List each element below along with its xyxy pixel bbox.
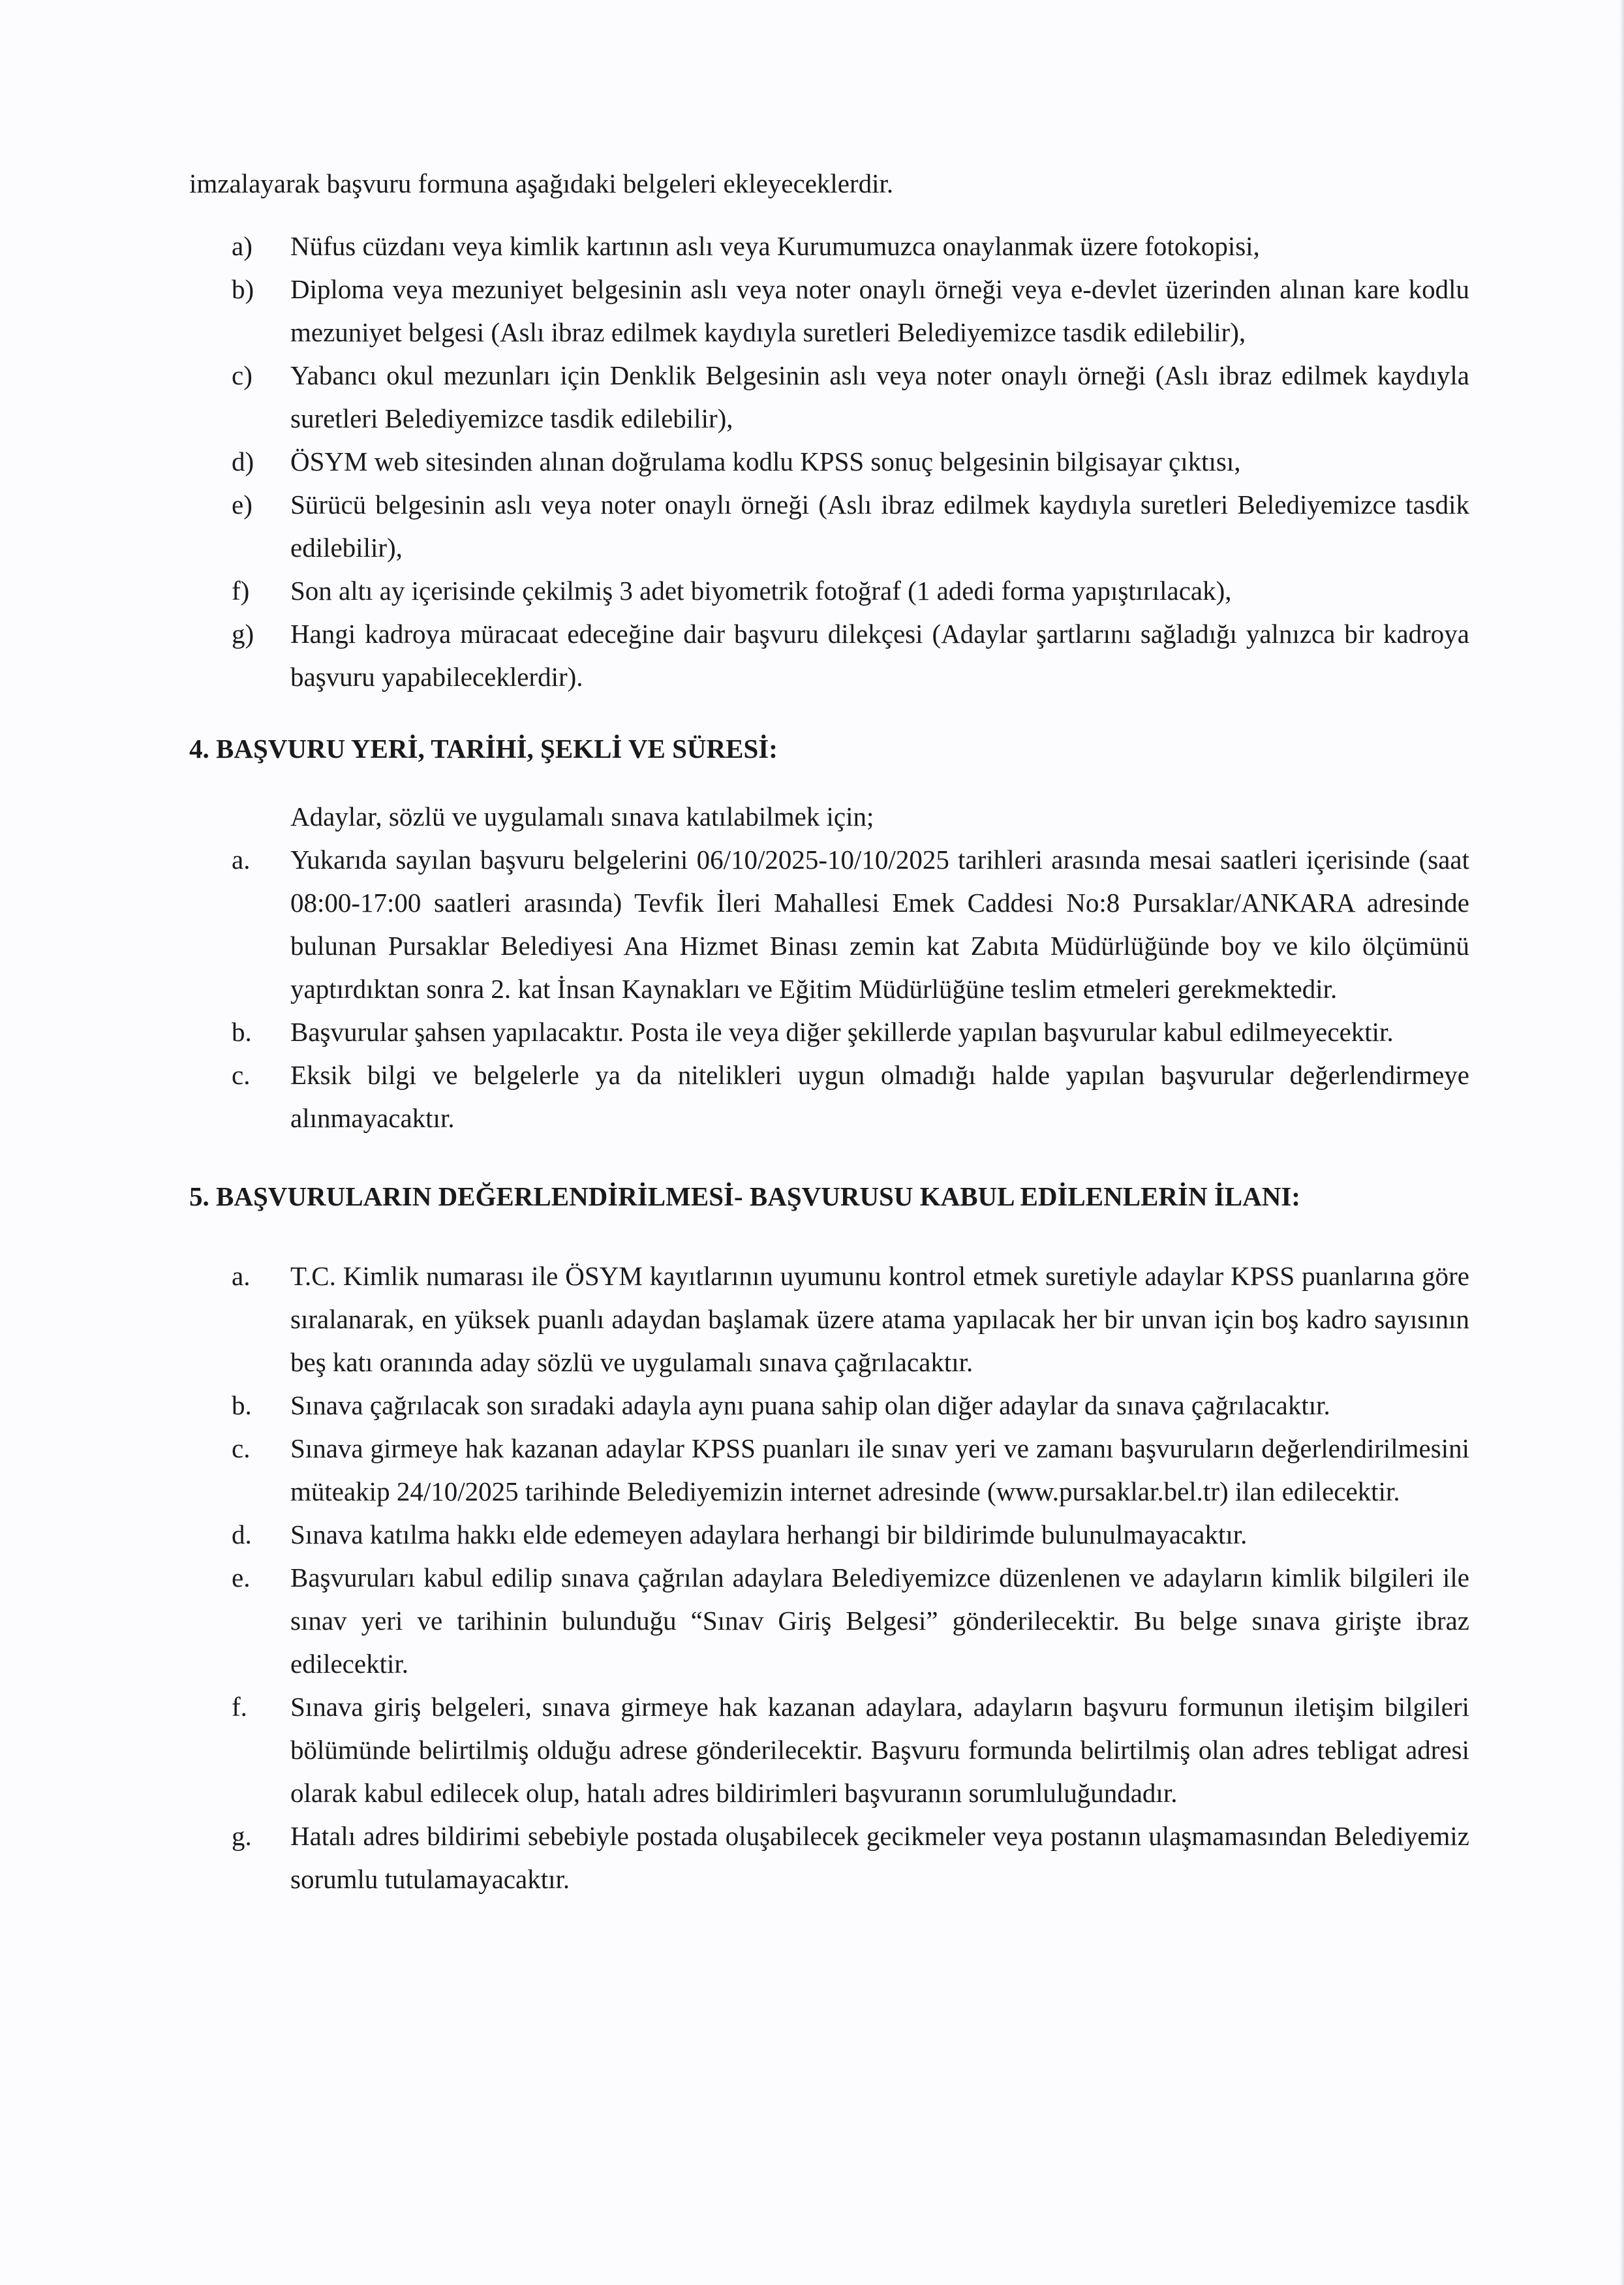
list-marker: d) — [232, 446, 254, 476]
list-item-text: Başvuruları kabul edilip sınava çağrılan adaylara Belediyemizce düzenlenen ve adayların kimlik bilgileri ile sınav yeri ve tarihinin bulunduğu “Sınav Giriş Belgesi” gönderilecektir. Bu belge sınava girişte ibraz edilecektir. — [290, 1562, 1469, 1679]
list-item — [189, 1053, 1469, 1140]
list-item — [189, 1556, 1469, 1685]
section-5-heading: 5. BAŞVURULARIN DEĞERLENDİRİLMESİ- BAŞVURUSU KABUL EDİLENLERİN İLANI: — [189, 1181, 1300, 1211]
list-marker: b. — [232, 1390, 252, 1420]
list-item — [189, 225, 1469, 268]
section-4-heading: 4. BAŞVURU YERİ, TARİHİ, ŞEKLİ VE SÜRESİ: — [189, 734, 778, 764]
list-item-text: Sınava girmeye hak kazanan adaylar KPSS puanları ile sınav yeri ve zamanı başvuruların değerlendirilmesini müteakip 24/10/2025 tarihinde Belediyemizin internet adresinde (www.pursaklar.bel.tr) ilan edilecektir. — [290, 1433, 1469, 1506]
list-item — [189, 268, 1469, 354]
list-item — [189, 483, 1469, 569]
list-marker: d. — [232, 1519, 252, 1549]
list-marker: a. — [232, 845, 251, 875]
list-item-text: Sınava giriş belgeleri, sınava girmeye hak kazanan adaylara, adayların başvuru formunun iletişim bilgileri bölümünde belirtilmiş olduğu adrese gönderilecektir. Başvuru formunda belirtilmiş olan adres tebligat adresi olarak kabul edilecek olup, hatalı adres bildirimleri başvuranın sorumluluğundadır. — [290, 1692, 1469, 1808]
scan-edge — [1620, 0, 1624, 2285]
list-item — [189, 1254, 1469, 1384]
list-item-text: T.C. Kimlik numarası ile ÖSYM kayıtlarının uyumunu kontrol etmek suretiyle adaylar KPSS puanlarına göre sıralanarak, en yüksek puanlı adaydan başlamak üzere atama yapılacak her bir unvan için boş kadro sayısının beş katı oranında aday sözlü ve uygulamalı sınava çağrılacaktır. — [290, 1261, 1469, 1377]
list-item — [189, 354, 1469, 440]
list-item-text: Diploma veya mezuniyet belgesinin aslı veya noter onaylı örneği veya e-devlet üzerinden alınan kare kodlu mezuniyet belgesi (Aslı ibraz edilmek kaydıyla suretleri Belediyemizce tasdik edilebilir), — [290, 274, 1469, 347]
section-5-list — [189, 1254, 1469, 1901]
list-item — [189, 1685, 1469, 1814]
list-item-text: Yukarıda sayılan başvuru belgelerini 06/10/2025-10/10/2025 tarihleri arasında mesai saatleri içerisinde (saat 08:00-17:00 saatleri arasında) Tevfik İleri Mahallesi Emek Caddesi No:8 Pursaklar/ANKARA adresinde bulunan Pursaklar Belediyesi Ana Hizmet Binası zemin kat Zabıta Müdürlüğünde boy ve kilo ölçümünü yaptırdıktan sonra 2. kat İnsan Kaynakları ve Eğitim Müdürlüğüne teslim etmeleri gerekmektedir. — [290, 845, 1469, 1004]
list-marker: b) — [232, 274, 254, 304]
list-item — [189, 612, 1469, 698]
document-page — [189, 162, 1469, 1901]
list-marker: b. — [232, 1017, 252, 1047]
list-item — [189, 569, 1469, 612]
list-item-text: Sınava katılma hakkı elde edemeyen adaylara herhangi bir bildirimde bulunulmayacaktır. — [290, 1519, 1248, 1549]
list-marker: g. — [232, 1821, 252, 1851]
list-item-text: Sürücü belgesinin aslı veya noter onaylı örneği (Aslı ibraz edilmek kaydıyla suretleri Belediyemizce tasdik edilebilir), — [290, 490, 1469, 563]
list-marker: a. — [232, 1261, 251, 1291]
section-4-list — [189, 838, 1469, 1140]
list-item — [189, 1010, 1469, 1053]
intro-paragraph: imzalayarak başvuru formuna aşağıdaki belgeleri ekleyeceklerdir. — [189, 168, 894, 198]
section-4-lead: Adaylar, sözlü ve uygulamalı sınava katılabilmek için; — [290, 801, 874, 832]
list-marker: g) — [232, 619, 254, 649]
list-marker: f. — [232, 1692, 247, 1722]
list-marker: c) — [232, 360, 253, 390]
list-item — [189, 1427, 1469, 1513]
list-marker: f) — [232, 576, 250, 606]
list-item — [189, 1384, 1469, 1427]
list-item-text: Eksik bilgi ve belgelerle ya da nitelikleri uygun olmadığı halde yapılan başvurular değerlendirmeye alınmayacaktır. — [290, 1060, 1469, 1133]
list-item-text: Hangi kadroya müracaat edeceğine dair başvuru dilekçesi (Adaylar şartlarını sağladığı yalnızca bir kadroya başvuru yapabileceklerdir). — [290, 619, 1469, 692]
list-marker: a) — [232, 231, 253, 261]
list-marker: e. — [232, 1562, 251, 1593]
list-item-text: ÖSYM web sitesinden alınan doğrulama kodlu KPSS sonuç belgesinin bilgisayar çıktısı, — [290, 446, 1241, 476]
list-item — [189, 838, 1469, 1010]
list-item-text: Sınava çağrılacak son sıradaki adayla aynı puana sahip olan diğer adaylar da sınava çağrılacaktır. — [290, 1390, 1330, 1420]
list-item — [189, 1814, 1469, 1901]
list-item — [189, 1513, 1469, 1556]
list-marker: c. — [232, 1433, 251, 1463]
list-item — [189, 440, 1469, 483]
list-item-text: Yabancı okul mezunları için Denklik Belgesinin aslı veya noter onaylı örneği (Aslı ibraz edilmek kaydıyla suretleri Belediyemizce tasdik edilebilir), — [290, 360, 1469, 433]
documents-list — [189, 225, 1469, 698]
list-marker: e) — [232, 490, 253, 520]
list-marker: c. — [232, 1060, 251, 1090]
list-item-text: Başvurular şahsen yapılacaktır. Posta ile veya diğer şekillerde yapılan başvurular kabul edilmeyecektir. — [290, 1017, 1394, 1047]
list-item-text: Nüfus cüzdanı veya kimlik kartının aslı veya Kurumumuzca onaylanmak üzere fotokopisi, — [290, 231, 1260, 261]
list-item-text: Hatalı adres bildirimi sebebiyle postada oluşabilecek gecikmeler veya postanın ulaşmamasından Belediyemiz sorumlu tutulamayacaktır. — [290, 1821, 1469, 1894]
list-item-text: Son altı ay içerisinde çekilmiş 3 adet biyometrik fotoğraf (1 adedi forma yapıştırılacak), — [290, 576, 1232, 606]
